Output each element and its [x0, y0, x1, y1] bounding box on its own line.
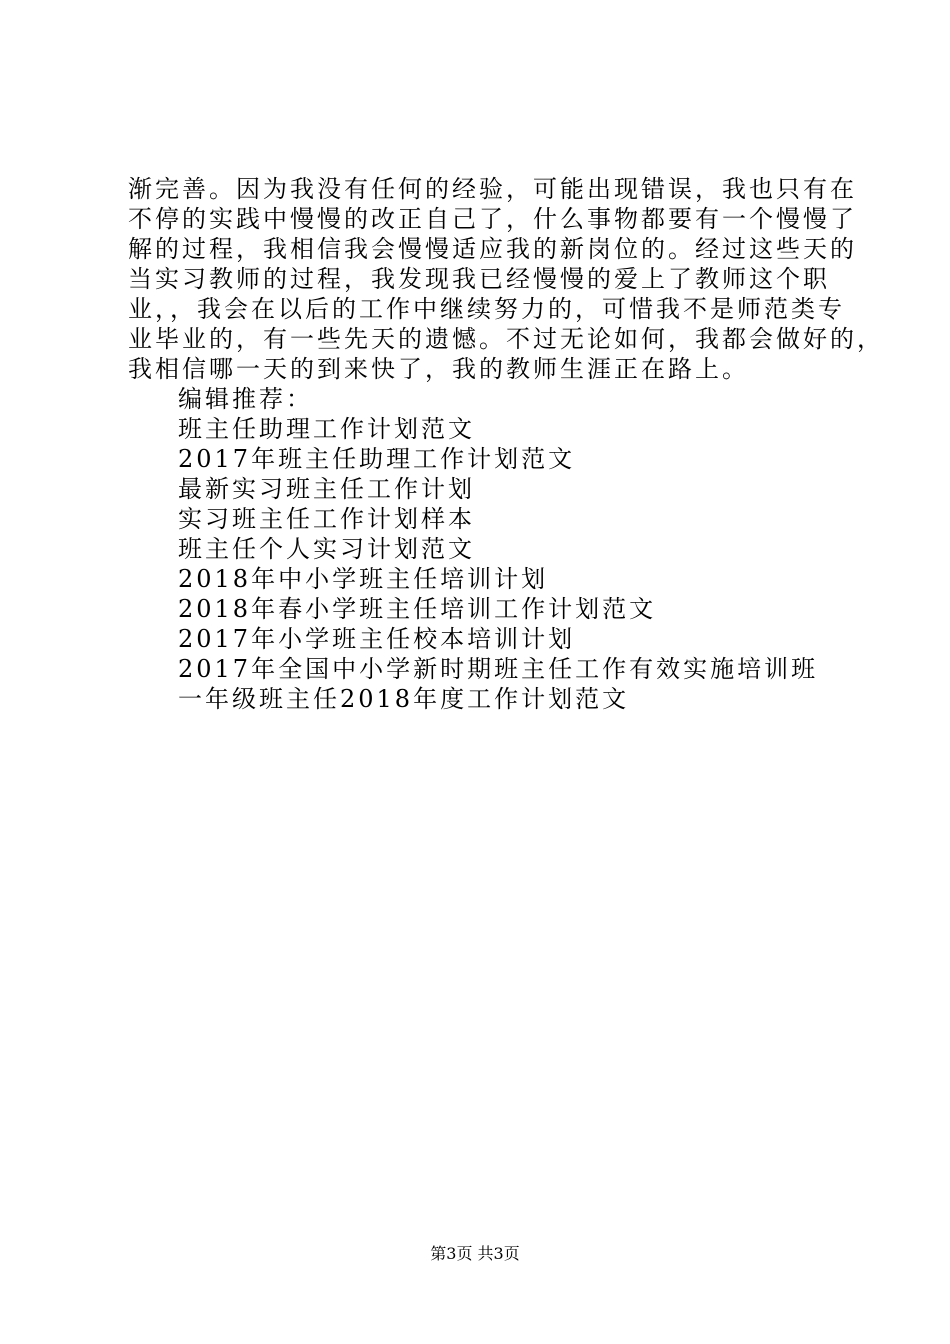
- document-body: [128, 174, 884, 714]
- page-footer: 第3页 共3页: [430, 1244, 520, 1263]
- paragraph-line: 不停的实践中慢慢的改正自己了，什么事物都要有一个慢慢了: [128, 205, 857, 233]
- recommend-item[interactable]: 2017年全国中小学新时期班主任工作有效实施培训班: [178, 655, 819, 683]
- paragraph-line: 当实习教师的过程，我发现我已经慢慢的爱上了教师这个职: [128, 265, 830, 293]
- recommend-item[interactable]: 最新实习班主任工作计划: [178, 475, 475, 503]
- paragraph-line: 我相信哪一天的到来快了，我的教师生涯正在路上。: [128, 355, 749, 383]
- recommend-list: [128, 414, 828, 714]
- paragraph-line: 业毕业的，有一些先天的遗憾。不过无论如何，我都会做好的，: [128, 325, 884, 353]
- paragraph-line: 渐完善。因为我没有任何的经验，可能出现错误，我也只有在: [128, 175, 857, 203]
- recommend-item[interactable]: 2017年小学班主任校本培训计划: [178, 625, 576, 653]
- recommend-item[interactable]: 2018年中小学班主任培训计划: [178, 565, 549, 593]
- recommend-heading: 编辑推荐：: [178, 385, 313, 413]
- paragraph-line: 解的过程，我相信我会慢慢适应我的新岗位的。经过这些天的: [128, 235, 857, 263]
- recommend-item[interactable]: 实习班主任工作计划样本: [178, 505, 475, 533]
- recommend-item[interactable]: 班主任助理工作计划范文: [178, 415, 475, 443]
- recommend-item[interactable]: 班主任个人实习计划范文: [178, 535, 475, 563]
- paragraph-line: 业，，我会在以后的工作中继续努力的，可惜我不是师范类专: [128, 295, 845, 323]
- recommend-item[interactable]: 2017年班主任助理工作计划范文: [178, 445, 576, 473]
- recommend-item[interactable]: 一年级班主任2018年度工作计划范文: [178, 685, 630, 713]
- recommend-item[interactable]: 2018年春小学班主任培训工作计划范文: [178, 595, 657, 623]
